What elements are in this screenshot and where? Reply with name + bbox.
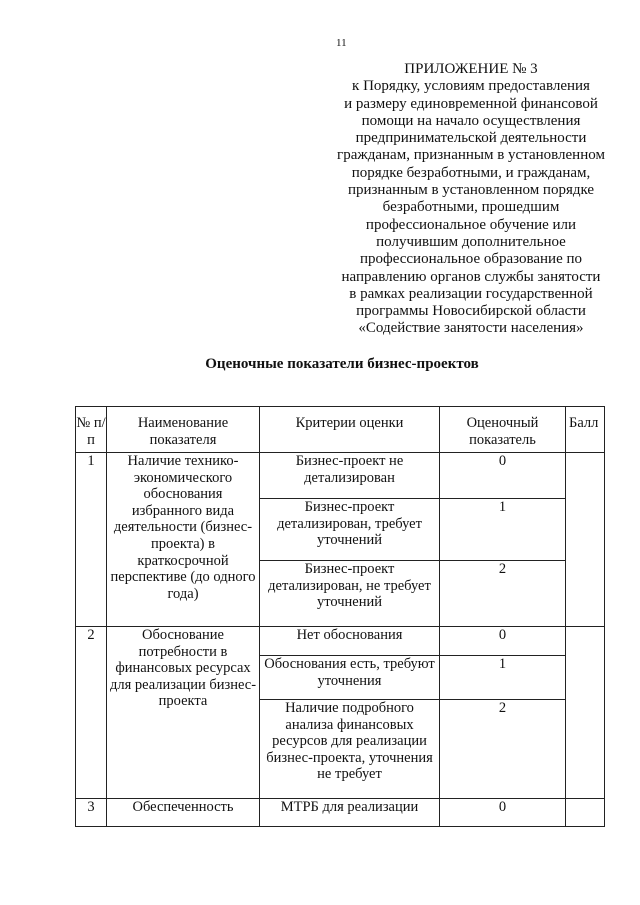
appendix-line: порядке безработными, и гражданам, (351, 164, 591, 181)
table-row (76, 627, 605, 656)
score-value: 0 (440, 453, 566, 499)
appendix-line: признанным в установленном порядке (347, 182, 595, 199)
appendix-line: получившим дополнительное (376, 233, 566, 250)
ball-cell (566, 453, 605, 627)
table-row (76, 453, 605, 499)
table-header-row (76, 407, 605, 453)
indicator-name: Обеспеченность (107, 799, 260, 827)
criterion-text: МТРБ для реализации (260, 799, 440, 827)
score-value: 1 (440, 656, 566, 700)
header-score: Оценочный показатель (440, 407, 566, 453)
ball-cell (566, 799, 605, 827)
score-value: 1 (440, 499, 566, 561)
criterion-text: Бизнес-проект детализирован, не требует уточнений (260, 561, 440, 627)
indicator-name: Обоснование потребности в финансовых ресурсах для реализации бизнес-проекта (107, 627, 260, 799)
appendix-header (330, 61, 612, 338)
criterion-text: Обоснования есть, требуют уточнения (260, 656, 440, 700)
score-value: 2 (440, 561, 566, 627)
appendix-line: и размеру единовременной финансовой (344, 95, 598, 112)
appendix-line: профессиональное образование по (359, 251, 583, 268)
appendix-line: гражданам, признанным в установленном (337, 147, 605, 164)
appendix-line: профессиональное обучение или (365, 216, 577, 233)
score-value: 2 (440, 700, 566, 799)
indicator-name: Наличие технико-экономического обоснования избранного вида деятельности (бизнес-проекта) в краткосрочной перспективе (до одного года) (107, 453, 260, 627)
header-num: № п/п (76, 407, 107, 453)
row-number: 1 (76, 453, 107, 627)
appendix-line: ПРИЛОЖЕНИЕ № 3 (404, 61, 538, 77)
header-name: Наименование показателя (107, 407, 260, 453)
header-criteria: Критерии оценки (260, 407, 440, 453)
ball-cell (566, 627, 605, 799)
row-number: 3 (76, 799, 107, 827)
appendix-line: к Порядку, условиям предоставления (352, 78, 590, 95)
score-value: 0 (440, 627, 566, 656)
criterion-text: Бизнес-проект не детализирован (260, 453, 440, 499)
table-row (76, 799, 605, 827)
criteria-table (75, 406, 605, 827)
appendix-line: в рамках реализации государственной (349, 285, 593, 302)
criterion-text: Нет обоснования (260, 627, 440, 656)
document-title: Оценочные показатели бизнес-проектов (205, 356, 479, 372)
appendix-line: помощи на начало осуществления (361, 112, 581, 129)
page-number: 11 (336, 37, 347, 49)
score-value: 0 (440, 799, 566, 827)
appendix-line: программы Новосибирской области (356, 303, 586, 320)
appendix-line: направлению органов службы занятости (341, 268, 601, 285)
criterion-text: Бизнес-проект детализирован, требует уточнений (260, 499, 440, 561)
row-number: 2 (76, 627, 107, 799)
appendix-line: предпринимательской деятельности (355, 130, 587, 147)
appendix-line: безработными, прошедшим (382, 199, 560, 216)
appendix-line: «Содействие занятости населения» (358, 320, 584, 337)
header-ball: Балл (566, 407, 605, 453)
criterion-text: Наличие подробного анализа финансовых ресурсов для реализации бизнес-проекта, уточнения не требует (260, 700, 440, 799)
